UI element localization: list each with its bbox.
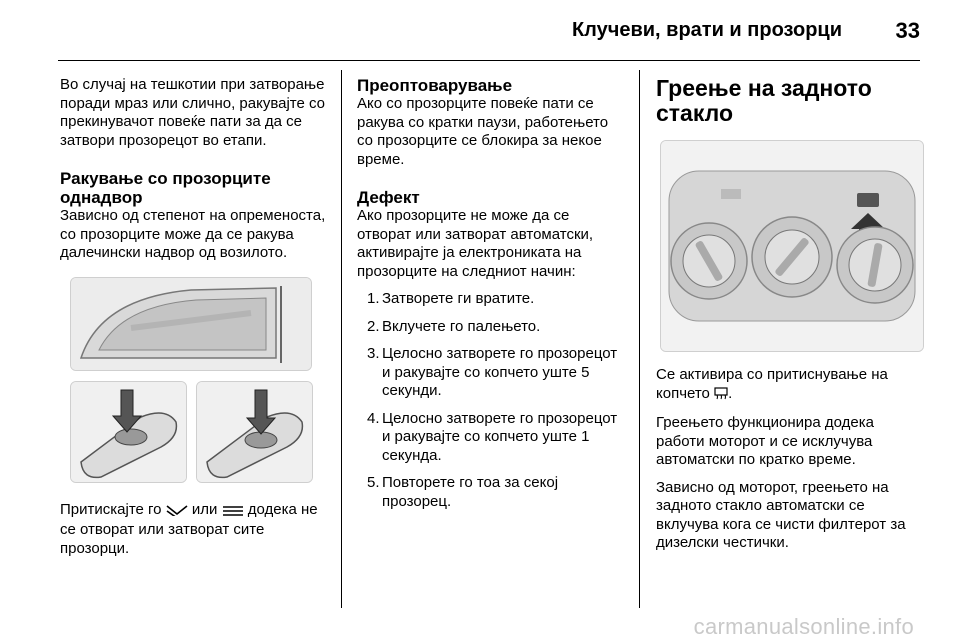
column-2 (357, 76, 625, 520)
section-heading-outside: Ракување со прозорците однадвор (60, 169, 271, 207)
climate-control-illustration (660, 140, 924, 352)
window-illustration (70, 277, 312, 371)
key-fob-figure (60, 277, 316, 487)
column-divider-2 (639, 70, 640, 608)
section-heading-fault: Дефект (357, 188, 420, 207)
caption-or: или (191, 500, 218, 518)
list-item: 2. Вклучете го палењето. (367, 317, 541, 335)
function-paragraph: Греењето функционира додека работи моторот и се исклучува автоматски по кратко време. (656, 414, 874, 468)
chapter-title: Клучеви, врати и прозорци (571, 19, 842, 41)
fob-caption (60, 501, 328, 559)
list-item: 3. Целосно затворете го прозорецот и ракувајте со копчето уште 5 секунди. (367, 345, 618, 399)
section-heading-overload: Преоптоварување (357, 76, 513, 95)
page-header (0, 0, 960, 62)
list-item: 4. Целосно затворете го прозорецот и ракувајте со копчето уште 1 секунда. (367, 409, 618, 464)
caption-text-b: додека не се отворат или затворат сите прозорци. (60, 500, 318, 557)
center-dial (752, 217, 832, 297)
outside-paragraph: Зависно од степенот на опременоста, со прозорците може да се ракува далечински надвор од возилото. (60, 207, 326, 261)
rear-window-heater-icon (714, 387, 728, 406)
unlock-symbol-icon (166, 503, 188, 522)
list-item: 1. Затворете ги вратите. (367, 290, 535, 307)
key-fob-right (196, 381, 313, 483)
right-dial (837, 227, 913, 303)
watermark: carmanualsonline.info (693, 614, 914, 639)
list-item: 5. Повторете го тоа за секој прозорец. (367, 474, 559, 510)
section-heading-rear-window: Греење на задното стакло (656, 75, 872, 126)
key-fob-left (70, 381, 187, 483)
lock-symbol-icon (222, 503, 244, 522)
fault-paragraph: Ако прозорците не може да се отворат или затворат автоматски, активирајте ја електрониката на прозорците на следниот начин: (357, 207, 594, 280)
activation-paragraph: Се активира со притиснување на копчето . (656, 366, 924, 405)
column-3 (656, 76, 924, 562)
column-divider-1 (341, 70, 342, 608)
page-number: 33 (895, 18, 920, 43)
left-dial (671, 223, 747, 299)
caption-text-a: Притискајте го (60, 500, 162, 518)
overload-paragraph: Ако со прозорците повеќе пати се ракува со кратки паузи, работењето со прозорците се блокира за некое време. (357, 95, 609, 168)
column-1 (60, 76, 328, 567)
fault-steps-list (357, 290, 625, 511)
header-rule (58, 60, 920, 61)
intro-paragraph: Во случај на тешкотии при затворање поради мраз или слично, ракувајте со прекинувачот повеќе пати за да се затвори прозорецот во етапи. (60, 76, 326, 149)
engine-paragraph: Зависно од моторот, греењето на задното стакло автоматски се вклучува кога се чисти филтерот за дизелски честички. (656, 478, 906, 551)
